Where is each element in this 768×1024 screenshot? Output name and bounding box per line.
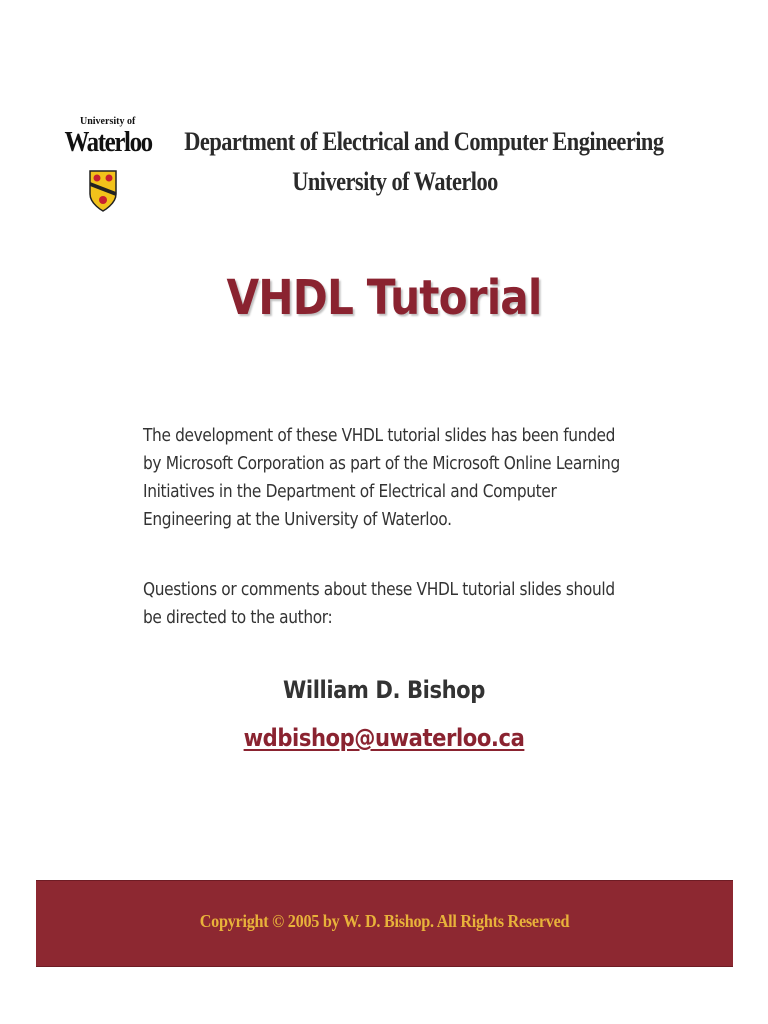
page-title: VHDL Tutorial: [226, 270, 542, 326]
author-name: William D. Bishop: [283, 676, 485, 704]
university-name: University of Waterloo: [292, 167, 498, 196]
university-logo: [58, 112, 150, 222]
shield-crest-icon: [89, 170, 117, 212]
footer-band: [36, 880, 733, 967]
author-email-link[interactable]: wdbishop@uwaterloo.ca: [243, 724, 525, 752]
department-name: Department of Electrical and Computer Engineering: [184, 127, 664, 156]
logo-small-text: University of: [80, 116, 136, 127]
logo-wordmark: Waterloo: [64, 126, 152, 158]
copyright-notice: Copyright © 2005 by W. D. Bishop. All Rights Reserved: [199, 911, 570, 931]
contact-paragraph: Questions or comments about these VHDL tutorial slides should be directed to the author:: [143, 580, 615, 628]
funding-paragraph: The development of these VHDL tutorial slides has been funded by Microsoft Corporation as part of the Microsoft Online Learning Initiatives in the Department of Electrical and Computer Engineering at the University of Waterloo.: [143, 426, 620, 530]
author-email: [46, 724, 722, 752]
